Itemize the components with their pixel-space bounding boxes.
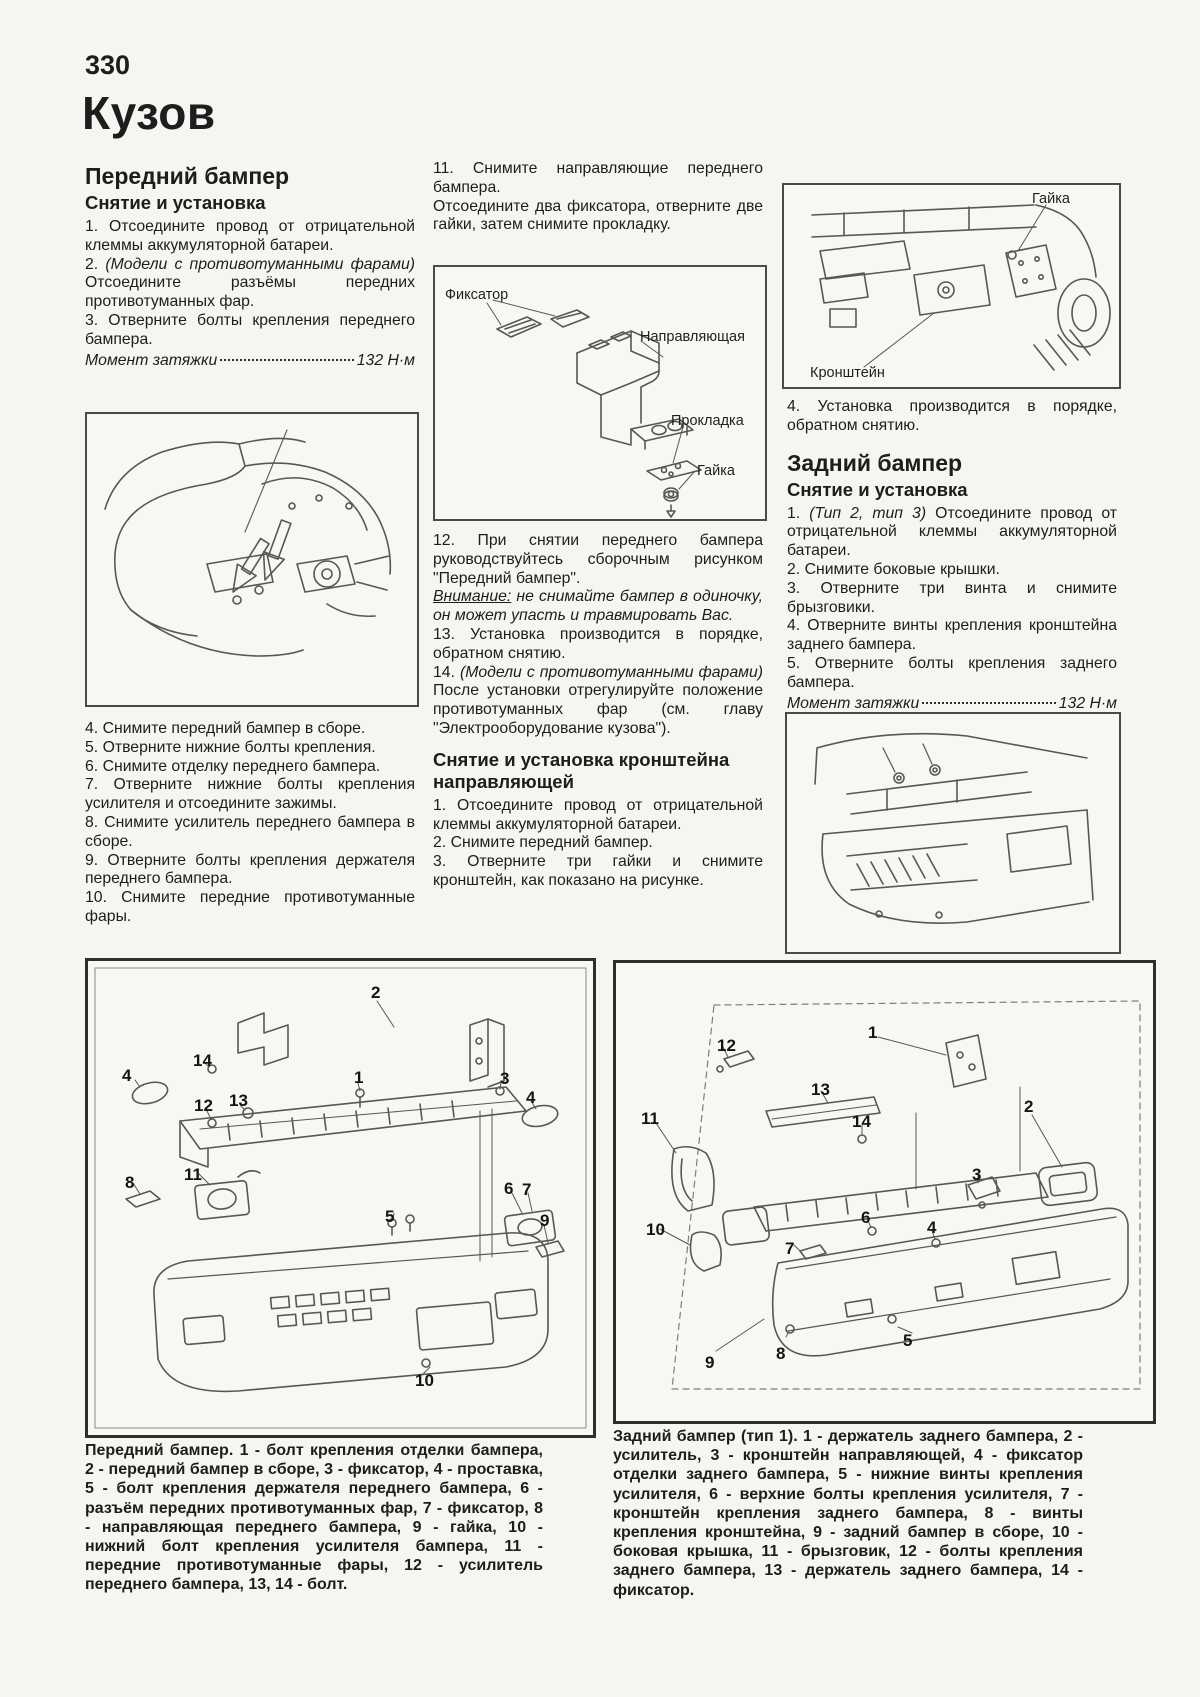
dot-leader <box>220 359 353 361</box>
figure-callout-number: 13 <box>811 1080 830 1099</box>
front-bumper-heading: Передний бампер <box>85 163 290 189</box>
figure-callout-number: 5 <box>385 1207 395 1226</box>
paragraph: 10. Снимите передние противотуманные фары. <box>85 889 415 925</box>
figure-callout-number: 7 <box>522 1180 532 1199</box>
rear-quarter-drawing <box>787 714 1119 952</box>
figure-callout-number: 14 <box>193 1051 212 1070</box>
paragraph: 1. Отсоедините провод от отрицательной клеммы аккумуляторной батареи. <box>433 796 763 833</box>
paragraph: 7. Отверните нижние болты крепления усилителя и отсоедините зажимы. <box>85 776 415 813</box>
figure-callout-number: 6 <box>861 1208 871 1227</box>
figure-callout-number: 14 <box>852 1112 871 1131</box>
front-bumper-section-step11 <box>433 160 763 235</box>
torque-label: Момент затяжки <box>85 351 218 369</box>
figure-guide-bracket <box>433 265 767 521</box>
paragraph: 2. Снимите боковые крышки. <box>787 560 1000 578</box>
paragraph: 5. Отверните нижние болты крепления. <box>85 738 376 756</box>
page-number: 330 <box>85 50 131 80</box>
rear-exploded-caption: Задний бампер (тип 1). 1 - держатель заднего бампера, 2 - усилитель, 3 - кронштейн направляющей, 4 - фиксатор отделки заднего бампера, 5 - нижние винты крепления усилителя, 6 - верхние болты крепления усилителя, 7 - кронштейн крепления заднего бампера, 8 - винты крепления кронштейна, 9 - задний бампер в сборе, 10 - боковая крышка, 11 - брызговик, 12 - болты крепления заднего бампера, 13 - держатель заднего бампера, 14 - фиксатор. <box>613 1428 1083 1599</box>
figure-callout-number: 8 <box>125 1173 135 1192</box>
rear-bracket-drawing <box>784 185 1119 387</box>
figure-callout-number: 2 <box>1024 1097 1034 1116</box>
page-title: Кузов <box>82 87 216 139</box>
figure-callout-number: 1 <box>354 1068 364 1087</box>
front-bumper-subheading: Снятие и установка <box>85 192 266 213</box>
front-bumper-steps-4-10 <box>85 720 415 927</box>
paragraph: 5. Отверните болты крепления заднего бампера. <box>787 654 1117 691</box>
figure-front-bumper-exploded <box>85 958 596 1438</box>
figure-part-label: Гайка <box>697 463 735 479</box>
paragraph: 3. Отверните три винта и снимите брызговики. <box>787 579 1117 616</box>
front-bumper-steps-1-3 <box>85 218 415 350</box>
paragraph: Внимание: не снимайте бампер в одиночку, он может упасть и травмировать Вас. <box>433 588 763 625</box>
paragraph: Отсоедините два фиксатора, отверните две гайки, затем снимите прокладку. <box>433 197 763 234</box>
figure-part-label: Направляющая <box>640 329 745 345</box>
figure-callout-number: 12 <box>717 1036 736 1055</box>
rear-bumper-steps <box>787 505 1117 693</box>
paragraph: 1. (Тип 2, тип 3) Отсоедините провод от отрицательной клеммы аккумуляторной батареи. <box>787 504 1117 560</box>
figure-callout-number: 2 <box>371 983 381 1002</box>
figure-callout-number: 1 <box>868 1023 878 1042</box>
rear-bumper-heading: Задний бампер <box>787 449 963 476</box>
figure-callout-number: 10 <box>646 1220 665 1239</box>
paragraph: 2. Снимите передний бампер. <box>433 834 653 852</box>
torque-label: Момент затяжки <box>787 694 920 712</box>
paragraph: 4. Отверните винты крепления кронштейна заднего бампера. <box>787 617 1117 654</box>
front-exploded-caption: Передний бампер. 1 - болт крепления отделки бампера, 2 - передний бампер в сборе, 3 - фиксатор, 4 - проставка, 5 - болт крепления держателя переднего бампера, 6 - разъём передних противотуманных фар, 7 - фиксатор, 8 - направляющая переднего бампера, 9 - гайка, 10 - нижний болт крепления усилителя бампера, 11 - передние противотуманные фары, 12 - усилитель переднего бампера, 13, 14 - болт. <box>85 1442 543 1594</box>
rear-bumper-exploded-drawing <box>616 963 1153 1421</box>
figure-callout-number: 13 <box>229 1091 248 1110</box>
paragraph: 4. Снимите передний бампер в сборе. <box>85 720 366 737</box>
front-bumper-section-steps <box>85 720 415 927</box>
figure-part-label: Прокладка <box>671 413 744 429</box>
figure-callout-number: 11 <box>184 1165 202 1184</box>
figure-callout-number: 4 <box>927 1218 937 1237</box>
paragraph: 11. Снимите направляющие переднего бампера. <box>433 160 763 196</box>
guide-bracket-drawing <box>435 267 765 519</box>
torque-value: 132 Н·м <box>356 351 415 369</box>
torque-spec-rear <box>787 694 1117 713</box>
dot-leader <box>922 702 1055 704</box>
paragraph: 3. Отверните три гайки и снимите кронштейн, как показано на рисунке. <box>433 853 763 889</box>
guide-bracket-heading: Снятие и установка кронштейна направляющей <box>433 748 730 792</box>
figure-callout-number: 12 <box>194 1096 213 1115</box>
figure-callout-number: 5 <box>903 1331 913 1350</box>
paragraph: 1. Отсоедините провод от отрицательной клеммы аккумуляторной батареи. <box>85 218 415 254</box>
front-bumper-section-steps-12-14 <box>433 532 763 891</box>
figure-part-label: Фиксатор <box>445 287 509 303</box>
figure-part-label: Гайка <box>1032 191 1070 207</box>
figure-callout-number: 9 <box>540 1211 550 1230</box>
figure-callout-number: 4 <box>122 1066 132 1085</box>
figure-rear-bracket <box>782 183 1121 389</box>
guide-bracket-steps <box>433 797 763 891</box>
figure-front-bumper-bolts <box>85 412 419 707</box>
torque-spec-front <box>85 351 415 370</box>
figure-callout-number: 3 <box>972 1165 982 1184</box>
figure-callout-number: 8 <box>776 1344 786 1363</box>
figure-callout-number: 11 <box>641 1109 659 1128</box>
paragraph: 4. Установка производится в порядке, обратном снятию. <box>787 398 1117 434</box>
paragraph: 8. Снимите усилитель переднего бампера в сборе. <box>85 813 415 850</box>
front-bumper-step-11 <box>433 160 763 235</box>
figure-rear-quarter <box>785 712 1121 954</box>
paragraph: 3. Отверните болты крепления переднего бампера. <box>85 311 415 348</box>
figure-callout-number: 6 <box>504 1179 514 1198</box>
figure-part-label: Кронштейн <box>810 365 885 381</box>
front-bumper-bolts-drawing <box>87 414 417 705</box>
paragraph: 14. (Модели с противотуманными фарами) После установки отрегулируйте положение противотуманных фар (см. главу "Электрооборудование кузова"). <box>433 663 763 737</box>
torque-value: 132 Н·м <box>1058 694 1117 712</box>
figure-callout-number: 10 <box>415 1371 434 1390</box>
rear-bumper-subheading: Снятие и установка <box>787 478 968 500</box>
rear-bumper-section <box>787 398 1117 713</box>
figure-callout-number: 4 <box>526 1088 536 1107</box>
paragraph: 9. Отверните болты крепления держателя переднего бампера. <box>85 851 415 888</box>
front-bumper-section-top <box>85 163 415 370</box>
bracket-install-step <box>787 398 1117 436</box>
front-bumper-steps-12-14 <box>433 532 763 739</box>
paragraph: 6. Снимите отделку переднего бампера. <box>85 757 381 775</box>
front-bumper-exploded-drawing <box>88 961 593 1435</box>
figure-rear-bumper-exploded <box>613 960 1156 1424</box>
figure-callout-number: 7 <box>785 1239 795 1258</box>
paragraph: 13. Установка производится в порядке, обратном снятию. <box>433 625 763 662</box>
figure-callout-number: 9 <box>705 1353 715 1372</box>
paragraph: 12. При снятии переднего бампера руководствуйтесь сборочным рисунком "Передний бампер". <box>433 532 763 587</box>
paragraph: 2. (Модели с противотуманными фарами) Отсоедините разъёмы передних противотуманных фар. <box>85 255 415 311</box>
figure-callout-number: 3 <box>500 1069 510 1088</box>
